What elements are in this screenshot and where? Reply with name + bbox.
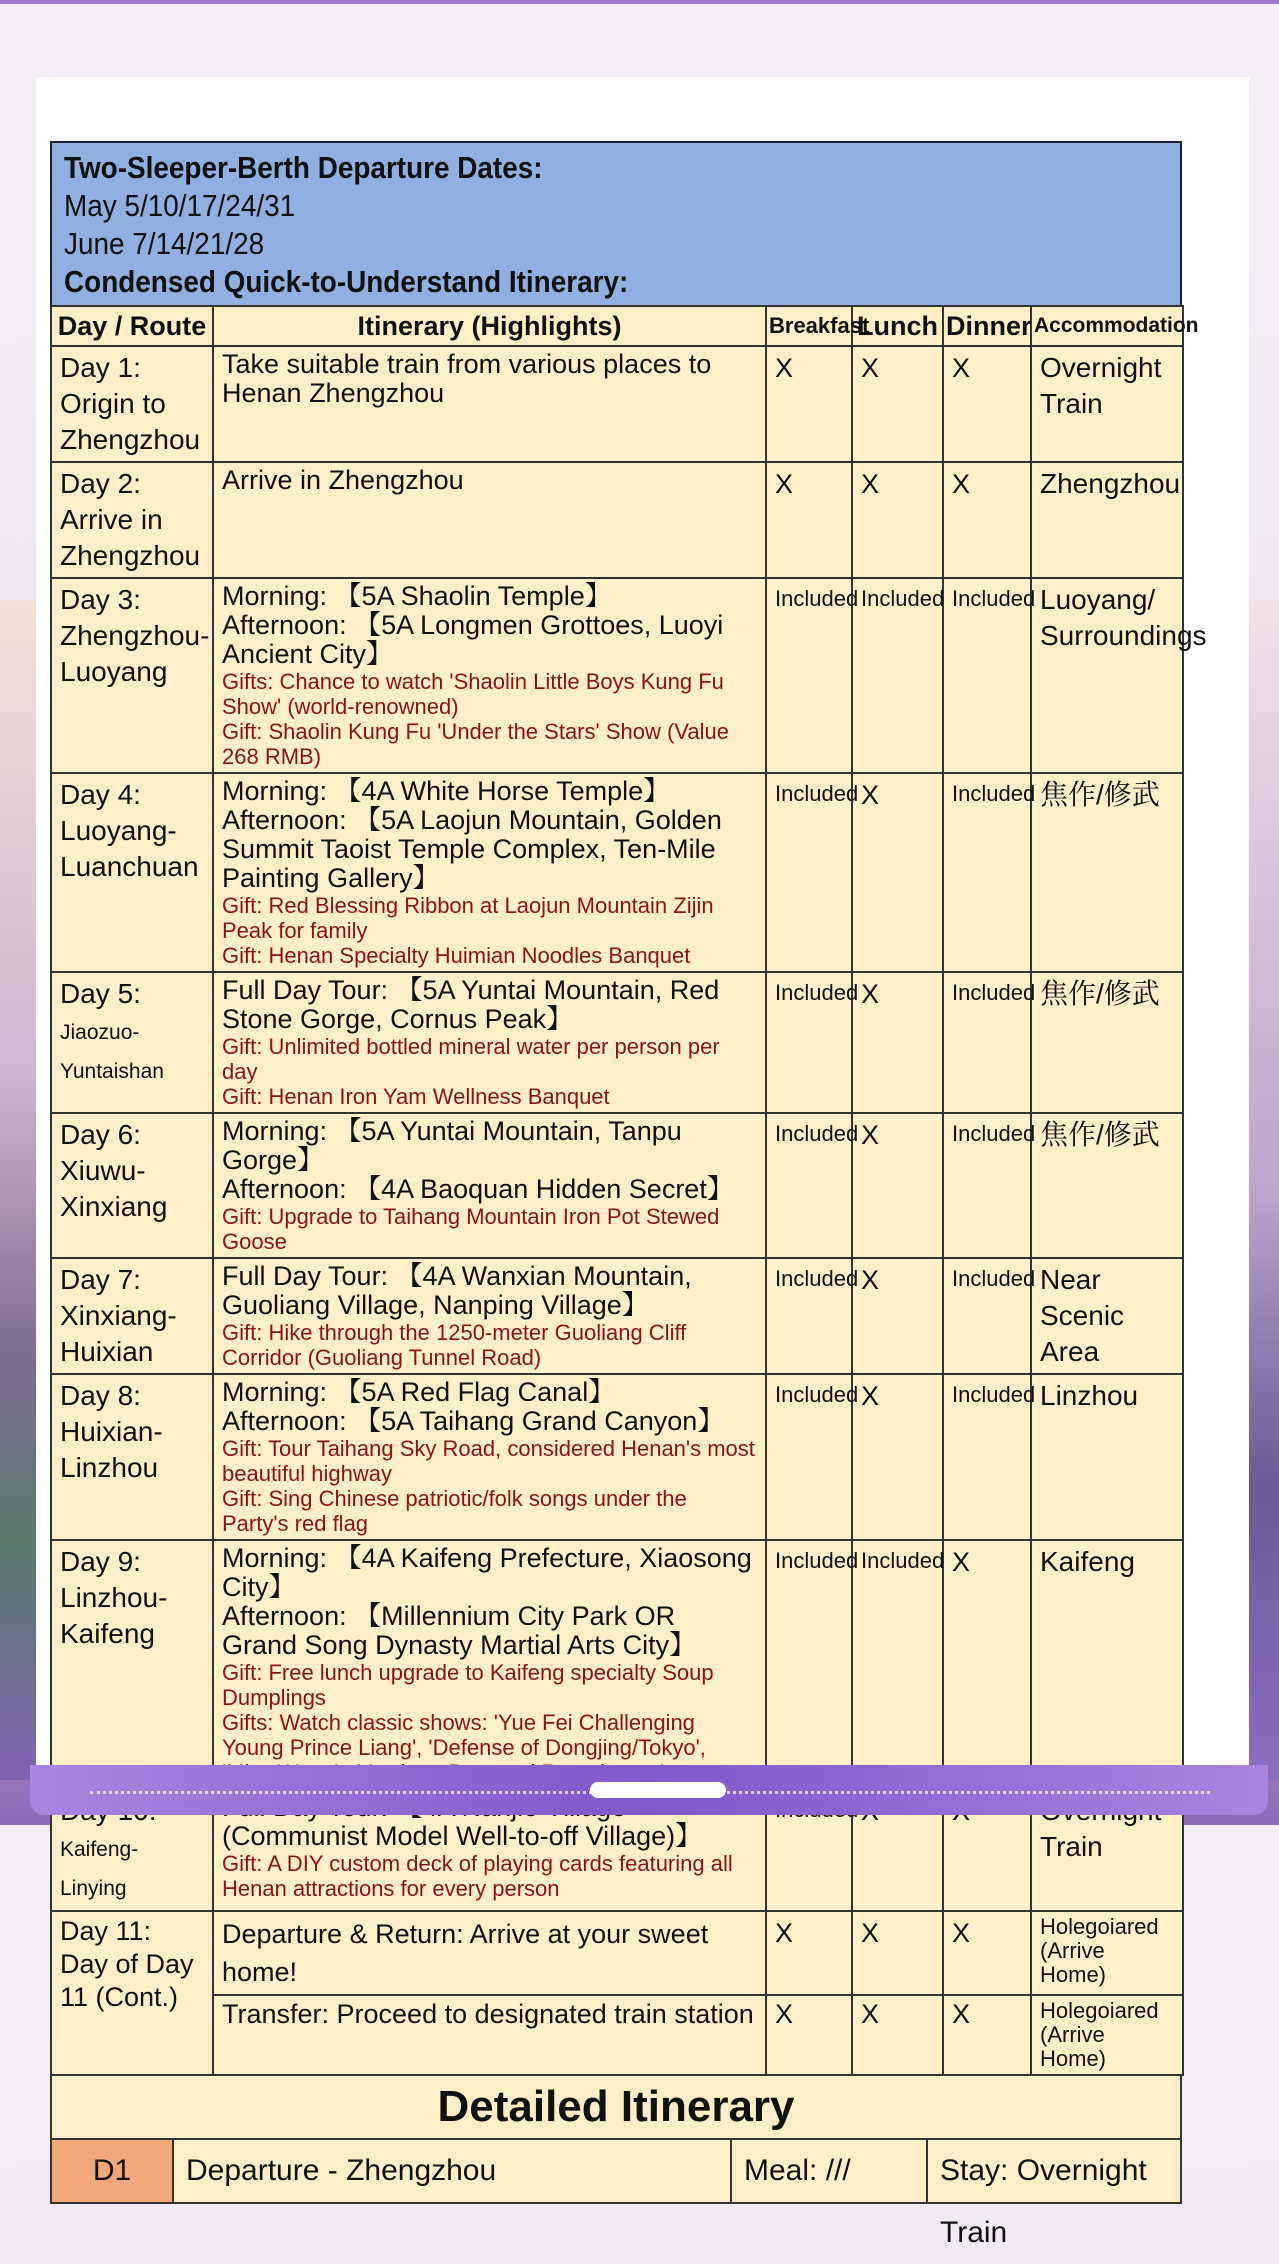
accommodation-cell: Luoyang/ Surroundings [1031,578,1183,773]
day-detail-row [50,2140,1182,2249]
dinner-cell: Included [943,1258,1031,1374]
breakfast-cell: Included [766,1540,852,1789]
accommodation-cell: Kaifeng [1031,1540,1183,1789]
dinner-cell: Included [943,1374,1031,1540]
table-row [51,1258,1183,1374]
highlight-line: Morning: 【5A Yuntai Mountain, Tanpu Gorge】 [222,1116,682,1175]
lunch-cell: X [852,1911,943,1995]
accommodation-cell: 焦作/修武 [1031,972,1183,1113]
accommodation-cell: Overnight Train [1031,346,1183,462]
col-header-day: Day / Route [51,306,213,346]
accommodation-cell: Near Scenic Area [1031,1258,1183,1374]
day-route-cell: Day 5: Jiaozuo-Yuntaishan [51,972,213,1113]
accommodation-cell: Linzhou [1031,1374,1183,1540]
dinner-cell: Included [943,773,1031,972]
day-meal-cell: Meal: /// [732,2140,928,2202]
breakfast-cell: Included [766,578,852,773]
highlight-line: Full Day Tour: 【5A Yuntai Mountain, Red Stone Gorge, Cornus Peak】 [222,975,720,1034]
lunch-cell: X [852,1258,943,1374]
lunch-cell: X [852,972,943,1113]
breakfast-cell: X [766,346,852,462]
highlight-line: Full Day Tour: 【4A Wanxian Mountain, Guoliang Village, Nanping Village】 [222,1261,692,1320]
gift-line: Gift: Henan Iron Yam Wellness Banquet [222,1084,610,1109]
table-row [51,346,1183,462]
breakfast-cell: Included [766,972,852,1113]
breakfast-cell: X [766,1911,852,1995]
highlight-line: Afternoon: 【5A Laojun Mountain, Golden Summit Taoist Temple Complex, Ten-Mile Painting Gallery】 [222,805,722,893]
highlight-line: Morning: 【4A White Horse Temple】 [222,776,671,806]
highlight-line: Morning: 【4A Kaifeng Prefecture, Xiaosong City】 [222,1543,752,1602]
lunch-cell: Included [852,578,943,773]
gift-line: Gift: Free lunch upgrade to Kaifeng specialty Soup Dumplings [222,1660,714,1710]
gift-line: Gift: Tour Taihang Sky Road, considered Henan's most beautiful highway [222,1436,755,1486]
dinner-cell: X [943,346,1031,462]
gift-line: Gift: Hike through the 1250-meter Guoliang Cliff Corridor (Guoliang Tunnel Road) [222,1320,687,1370]
itinerary-cell [213,1540,766,1789]
accommodation-cell: Train [1031,1789,1183,1911]
dinner-cell: X [943,462,1031,578]
table-header-row [51,306,1183,346]
bottom-nav-bar [30,1765,1268,1815]
table-row [51,1113,1183,1258]
header-title: Two-Sleeper-Berth Departure Dates: [64,150,543,185]
dinner-cell: Included [943,578,1031,773]
itinerary-cell [213,1113,766,1258]
lunch-cell: X [852,346,943,462]
table-row [51,1540,1183,1789]
dinner-cell: X [943,1911,1031,1995]
background-scenery-right [1247,600,1279,1780]
highlight-line: Take suitable train from various places to Henan Zhengzhou [222,349,712,408]
itinerary-cell [213,1374,766,1540]
gift-line: Gift: Henan Specialty Huimian Noodles Banquet [222,943,691,968]
lunch-cell: X [852,1113,943,1258]
gift-line: Gift: Upgrade to Taihang Mountain Iron Pot Stewed Goose [222,1204,720,1254]
breakfast-cell: Included [766,1113,852,1258]
highlight-line: Morning: 【5A Red Flag Canal】 [222,1377,616,1407]
detailed-itinerary-title: Detailed Itinerary [50,2076,1182,2140]
day-route-cell: Day 4: Luoyang-Luanchuan [51,773,213,972]
itinerary-cell: Departure & Return: Arrive at your sweet home! [213,1911,766,1995]
itinerary-document [50,141,1207,2249]
itinerary-cell [213,346,766,462]
top-accent-bar [0,0,1279,4]
dinner-cell: Included [943,1113,1031,1258]
breakfast-cell: Included [766,773,852,972]
background-scenery-left [0,600,40,1780]
home-indicator[interactable] [590,1782,726,1798]
highlight-line: Arrive in Zhengzhou [222,465,464,495]
day-route-cell: Departure - Zhengzhou [174,2140,732,2202]
day-route-cell: Day 9: Linzhou-Kaifeng [51,1540,213,1789]
itinerary-cell [213,578,766,773]
accommodation-cell: Zhengzhou [1031,462,1183,578]
col-header-breakfast: Breakfast [766,306,852,346]
dinner-cell: X [943,1995,1031,2075]
table-row [51,578,1183,773]
accommodation-cell: 焦作/修武 [1031,1113,1183,1258]
itinerary-body [51,346,1207,2075]
day-route-cell: Day 11: Day of Day 11 (Cont.) [51,1911,213,2075]
breakfast-cell: X [766,462,852,578]
departure-header [50,141,1182,305]
day-route-cell: Kaifeng-Linying [51,1789,213,1911]
gift-line: Gift: A DIY custom deck of playing cards featuring all Henan attractions for every person [222,1851,733,1901]
accommodation-cell: Holegoiared (Arrive Home) [1031,1995,1183,2075]
accommodation-cell: 焦作/修武 [1031,773,1183,972]
breakfast-cell: Included [766,1374,852,1540]
highlight-line: Afternoon: 【5A Longmen Grottoes, Luoyi Ancient City】 [222,610,724,669]
day-route-cell: Day 8: Huixian-Linzhou [51,1374,213,1540]
header-may-dates: May 5/10/17/24/31 [64,188,296,223]
highlight-line: (Communist Model Well-to-off Village)】 [222,1821,703,1851]
accommodation-cell: Holegoiared (Arrive Home) [1031,1911,1183,1995]
table-row [51,1911,1183,1995]
dinner-cell: X [943,1540,1031,1789]
highlight-line: Afternoon: 【Millennium City Park OR Grand Song Dynasty Martial Arts City】 [222,1601,697,1660]
lunch-cell: X [852,1995,943,2075]
itinerary-cell [213,773,766,972]
gift-line: Gifts: Chance to watch 'Shaolin Little Boys Kung Fu Show' (world-renowned) [222,669,724,719]
header-subtitle: Condensed Quick-to-Understand Itinerary: [64,264,629,299]
highlight-line: Afternoon: 【4A Baoquan Hidden Secret】 [222,1174,734,1204]
col-header-accommodation: Accommodation [1031,306,1183,346]
breakfast-cell: Included [766,1258,852,1374]
itinerary-cell: Transfer: Proceed to designated train station [213,1995,766,2075]
day-route-cell: Day 3: Zhengzhou-Luoyang [51,578,213,773]
lunch-cell: X [852,1374,943,1540]
table-row [51,972,1183,1113]
breakfast-cell: X [766,1995,852,2075]
table-row [51,1995,1183,2075]
lunch-cell: X [852,462,943,578]
day-route-cell: Day 7: Xinxiang-Huixian [51,1258,213,1374]
itinerary-cell [213,462,766,578]
day-stay-cell: Stay: Overnight Train [940,2154,1147,2249]
gift-line: Gift: Sing Chinese patriotic/folk songs under the Party's red flag [222,1486,687,1536]
header-june-dates: June 7/14/21/28 [64,226,265,261]
day-code-cell: D1 [52,2140,174,2202]
lunch-cell: X [852,773,943,972]
table-row [51,462,1183,578]
lunch-cell: Included [852,1540,943,1789]
table-row [51,1374,1183,1540]
col-header-dinner: Dinner [943,306,1031,346]
itinerary-cell [213,1258,766,1374]
highlight-line: Morning: 【5A Shaolin Temple】 [222,581,612,611]
gift-line: Gift: Red Blessing Ribbon at Laojun Mountain Zijin Peak for family [222,893,714,943]
gift-line: Gift: Unlimited bottled mineral water per person per day [222,1034,720,1084]
col-header-itinerary: Itinerary (Highlights) [213,306,766,346]
itinerary-cell [213,972,766,1113]
gift-line: Gifts: Watch classic shows: 'Yue Fei Challenging Young Prince Liang', 'Defense of Dongjing/Tokyo', [222,1710,706,1760]
table-row [51,773,1183,972]
day-route-cell: Day 2: Arrive in Zhengzhou [51,462,213,578]
dinner-cell: Included [943,972,1031,1113]
col-header-lunch: Lunch [852,306,943,346]
gift-line: Gift: Shaolin Kung Fu 'Under the Stars' Show (Value 268 RMB) [222,719,729,769]
day-route-cell: Day 1: Origin to Zhengzhou [51,346,213,462]
day-route-cell: Day 6: Xiuwu-Xinxiang [51,1113,213,1258]
highlight-line: Afternoon: 【5A Taihang Grand Canyon】 [222,1406,725,1436]
